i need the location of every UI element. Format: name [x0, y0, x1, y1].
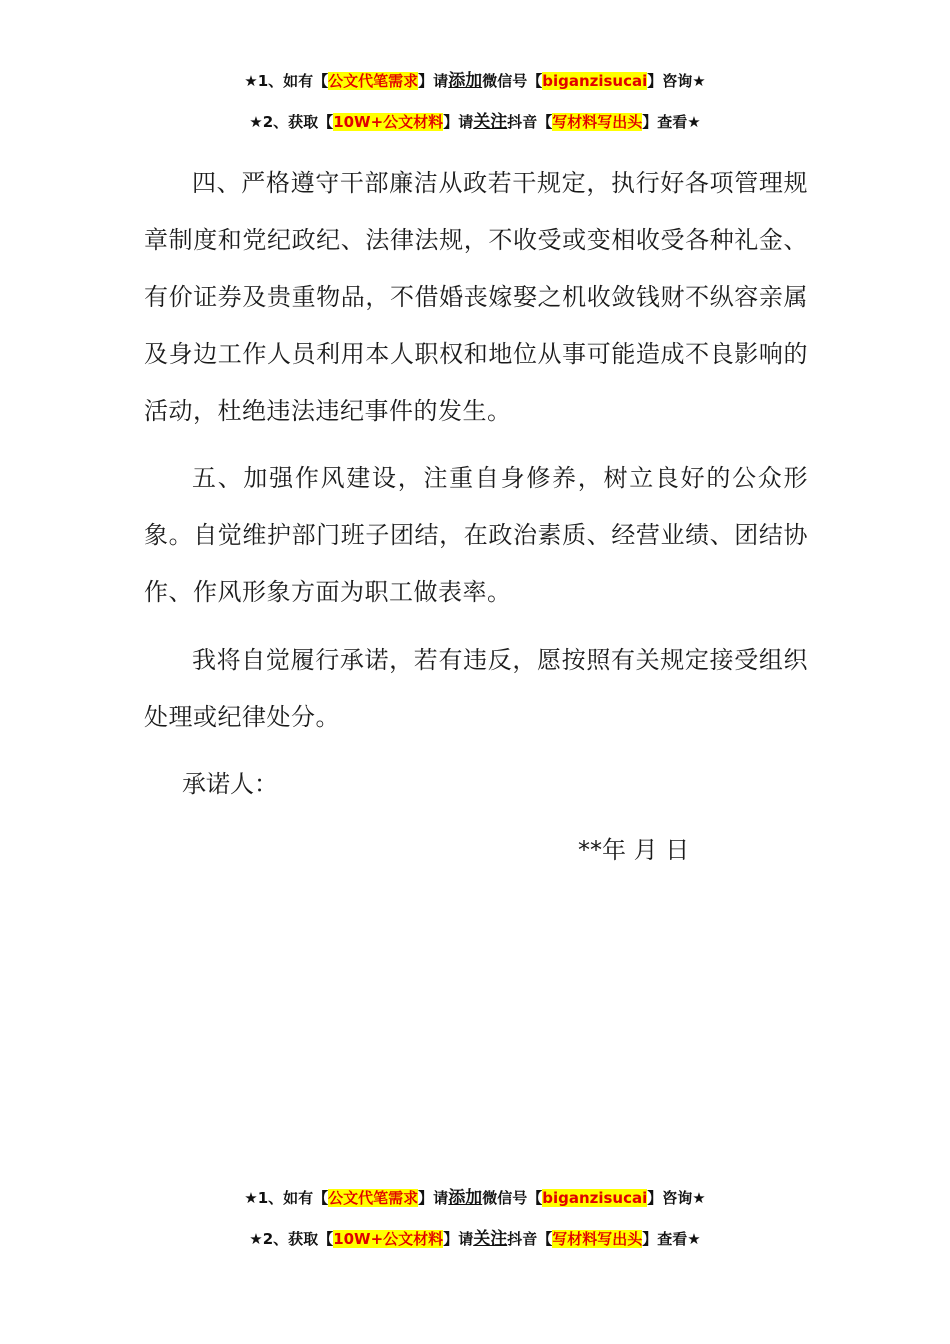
footer-banner-line-2: [0, 1229, 950, 1249]
banner-emphasis: 关注: [473, 112, 508, 132]
banner-highlight: 写材料写出头: [552, 113, 643, 131]
banner-highlight: 10W+公文材料: [333, 113, 444, 131]
banner-highlight: 10W+公文材料: [333, 1230, 444, 1248]
banner-highlight: biganzisucai: [542, 1189, 648, 1207]
banner-emphasis: 添加: [448, 71, 483, 91]
banner-text: 】请: [418, 1189, 449, 1207]
banner-text: ★2、获取【: [249, 113, 334, 131]
banner-text: 微信号【: [482, 1189, 543, 1207]
signer-label: 承诺人：: [182, 770, 278, 798]
banner-text: 】请: [443, 1230, 474, 1248]
paragraph-commitment: 我将自觉履行承诺，若有违反，愿按照有关规定接受组织处理或纪律处分。: [144, 646, 808, 731]
banner-highlight: 写材料写出头: [552, 1230, 643, 1248]
banner-text: 】请: [443, 113, 474, 131]
banner-text: 】咨询★: [647, 1189, 706, 1207]
banner-emphasis: 关注: [473, 1229, 508, 1249]
banner-text: 抖音【: [507, 113, 553, 131]
banner-text: 】请: [418, 72, 449, 90]
header-banner-line-1: [0, 71, 950, 91]
banner-text: ★1、如有【: [244, 72, 329, 90]
banner-text: 】查看★: [642, 1230, 701, 1248]
banner-text: 】咨询★: [647, 72, 706, 90]
banner-text: ★1、如有【: [244, 1189, 329, 1207]
banner-highlight: 公文代笔需求: [328, 1189, 419, 1207]
banner-text: 微信号【: [482, 72, 543, 90]
paragraph-five: 五、加强作风建设，注重自身修养，树立良好的公众形象。自觉维护部门班子团结，在政治素质、经营业绩、团结协作、作风形象方面为职工做表率。: [144, 464, 808, 606]
banner-highlight: biganzisucai: [542, 72, 648, 90]
paragraph-four: 四、严格遵守干部廉洁从政若干规定，执行好各项管理规章制度和党纪政纪、法律法规，不收受或变相收受各种礼金、有价证券及贵重物品，不借婚丧嫁娶之机收敛钱财不纵容亲属及身边工作人员利用本人职权和地位从事可能造成不良影响的活动，杜绝违法违纪事件的发生。: [144, 169, 808, 425]
banner-text: 抖音【: [507, 1230, 553, 1248]
banner-text: 】查看★: [642, 113, 701, 131]
date-line: **年 月 日: [578, 836, 690, 864]
banner-text: ★2、获取【: [249, 1230, 334, 1248]
header-banner-line-2: [0, 112, 950, 132]
footer-banner-line-1: [0, 1188, 950, 1208]
banner-emphasis: 添加: [448, 1188, 483, 1208]
banner-highlight: 公文代笔需求: [328, 72, 419, 90]
